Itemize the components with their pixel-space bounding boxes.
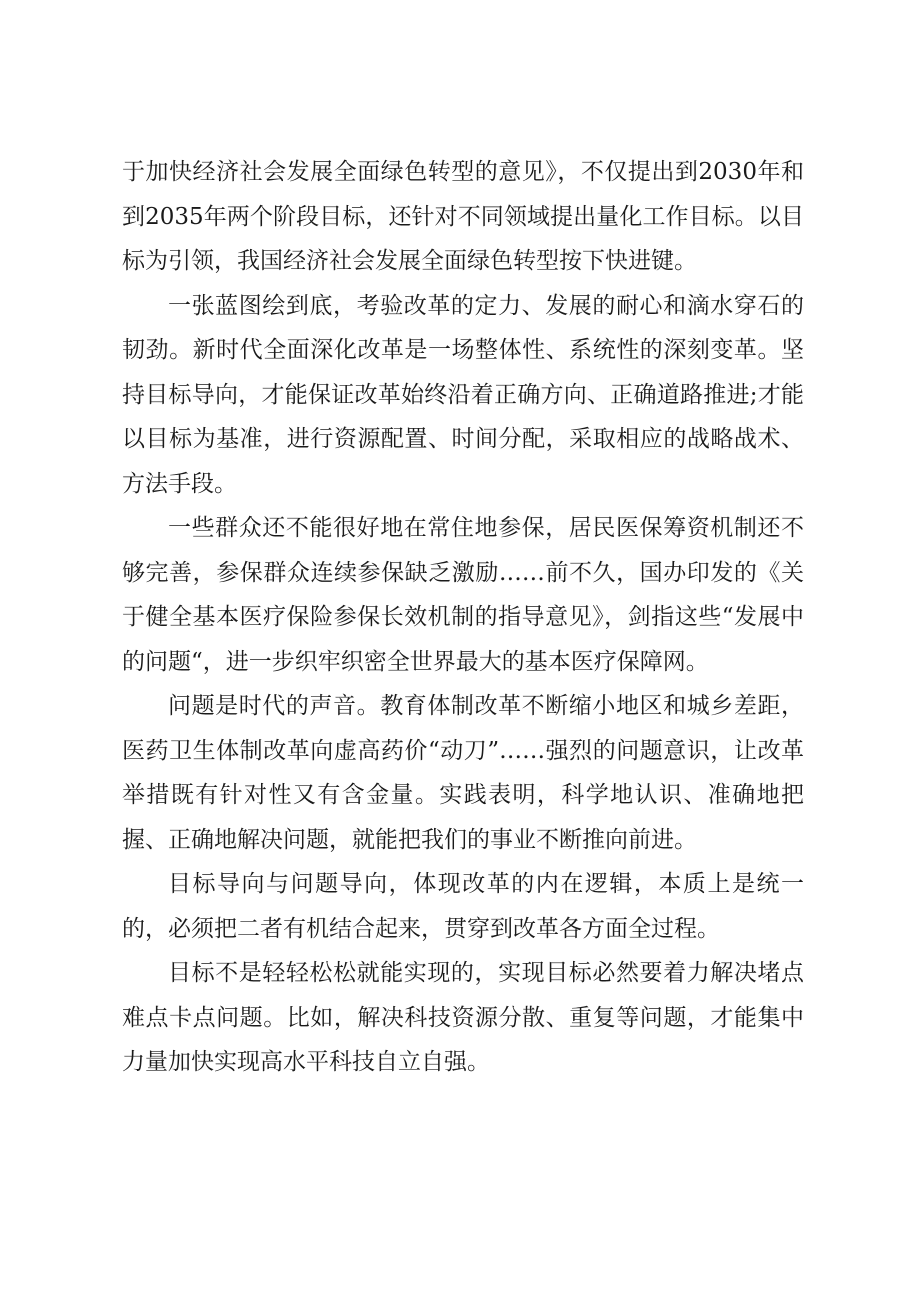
paragraph-achieving-goals: 目标不是轻轻松松就能实现的，实现目标必然要着力解决堵点难点卡点问题。比如，解决科技资源分散、重复等问题，才能集中力量加快实现高水平科技自立自强。	[122, 960, 804, 1075]
document-body	[122, 150, 804, 1085]
paragraph-goal-and-problem: 目标导向与问题导向，体现改革的内在逻辑，本质上是统一的，必须把二者有机结合起来，贯穿到改革各方面全过程。	[122, 871, 804, 942]
paragraph-blueprint: 一张蓝图绘到底，考验改革的定力、发展的耐心和滴水穿石的韧劲。新时代全面深化改革是一场整体性、系统性的深刻变革。坚持目标导向，才能保证改革始终沿着正确方向、正确道路推进;才能以目标为基准，进行资源配置、时间分配，采取相应的战略战术、方法手段。	[122, 292, 804, 497]
paragraph-continued: 于加快经济社会发展全面绿色转型的意见》，不仅提出到2030年和到2035年两个阶段目标，还针对不同领域提出量化工作目标。以目标为引领，我国经济社会发展全面绿色转型按下快进键。	[122, 159, 804, 274]
paragraph-medical-insurance: 一些群众还不能很好地在常住地参保，居民医保筹资机制还不够完善，参保群众连续参保缺乏激励……前不久，国办印发的《关于健全基本医疗保险参保长效机制的指导意见》，剑指这些“发展中的问题“，进一步织牢织密全世界最大的基本医疗保障网。	[122, 515, 804, 675]
paragraph-problem-awareness: 问题是时代的声音。教育体制改革不断缩小地区和城乡差距，医药卫生体制改革向虚高药价“动刀”……强烈的问题意识，让改革举措既有针对性又有含金量。实践表明，科学地认识、准确地把握、正确地解决问题，就能把我们的事业不断推向前进。	[122, 693, 804, 853]
